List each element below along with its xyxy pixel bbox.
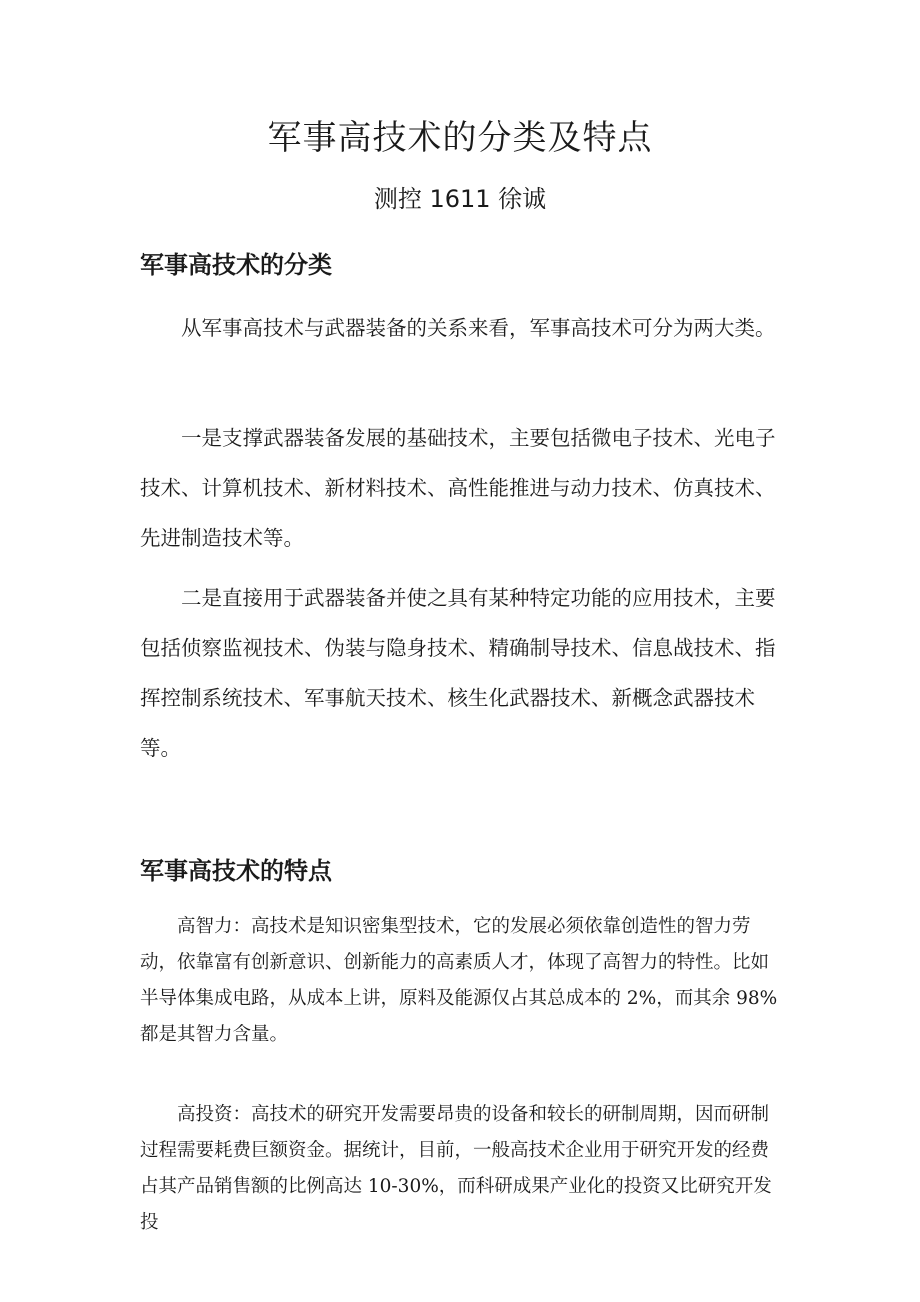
document-title: 军事高技术的分类及特点: [267, 118, 653, 158]
paragraph-high-investment: 高投资：高技术的研究开发需要昂贵的设备和较长的研制周期，因而研制过程需要耗费巨额资金。据统计，目前，一般高技术企业用于研究开发的经费占其产品销售额的比例高达 10-30%，而科研成果产业化的投资又比研究开发投: [140, 1104, 772, 1233]
paragraph-high-intelligence: 高智力：高技术是知识密集型技术，它的发展必须依靠创造性的智力劳动，依靠富有创新意识、创新能力的高素质人才，体现了高智力的特性。比如半导体集成电路，从成本上讲，原料及能源仅占其总成本的 2%，而其余 98%都是其智力含量。: [140, 916, 778, 1045]
paragraph-intro: 从军事高技术与武器装备的关系来看，军事高技术可分为两大类。: [181, 316, 776, 340]
paragraph-applied-tech: 二是直接用于武器装备并使之具有某种特定功能的应用技术，主要包括侦察监视技术、伪装与隐身技术、精确制导技术、信息战技术、指挥控制系统技术、军事航天技术、核生化武器技术、新概念武器技术等。: [140, 586, 776, 760]
section-heading-classification: 军事高技术的分类: [140, 251, 332, 279]
section-heading-characteristics: 军事高技术的特点: [140, 857, 332, 885]
author-line: 测控 1611 徐诚: [373, 185, 547, 213]
paragraph-basic-tech: 一是支撑武器装备发展的基础技术，主要包括微电子技术、光电子技术、计算机技术、新材料技术、高性能推进与动力技术、仿真技术、先进制造技术等。: [140, 426, 776, 550]
